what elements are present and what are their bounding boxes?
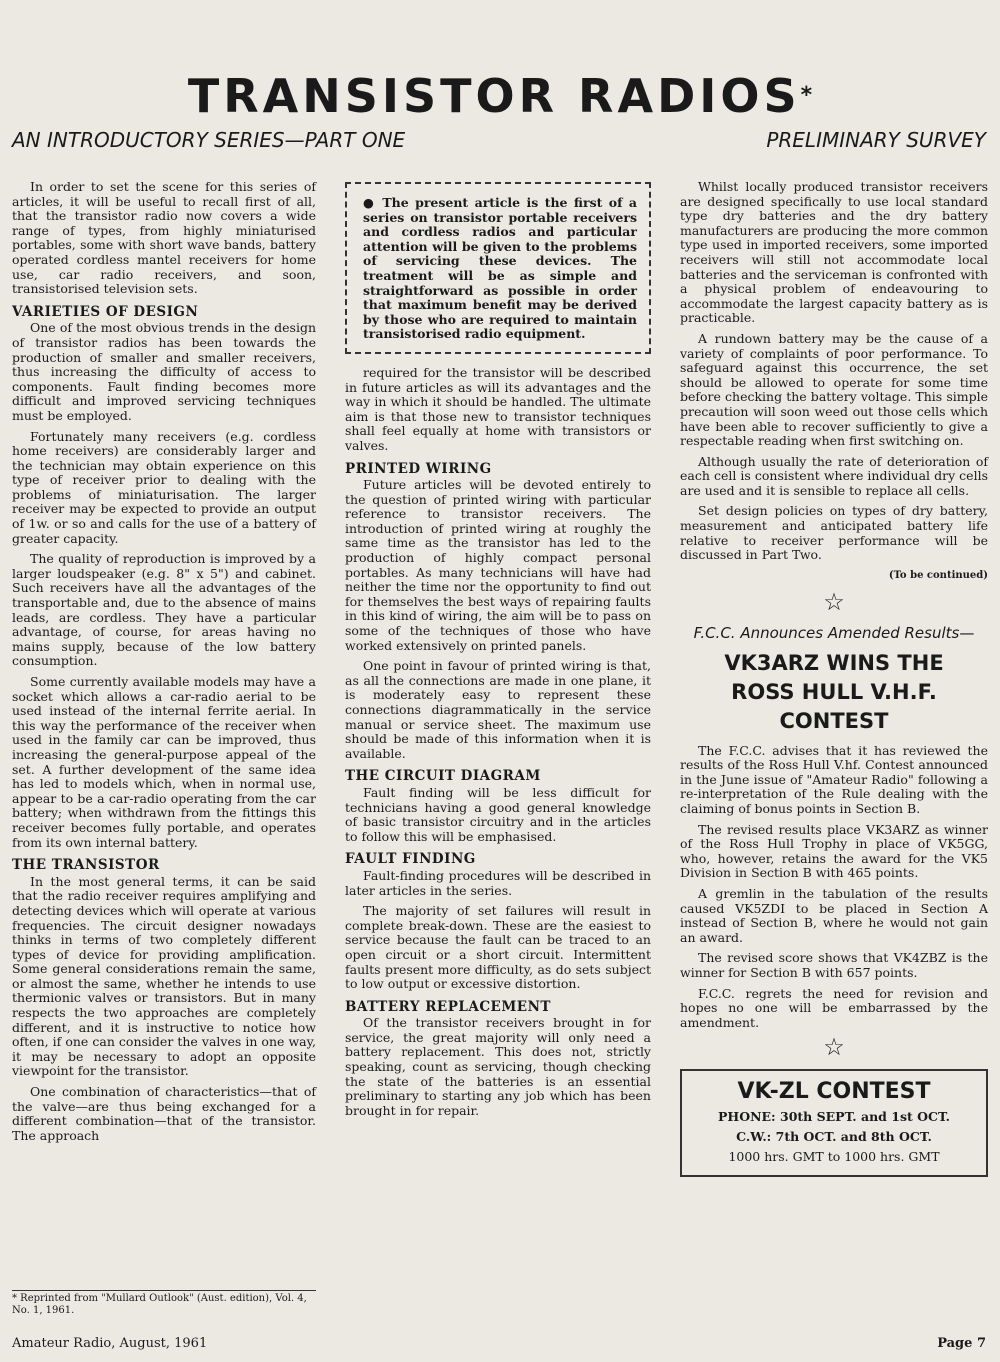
- section-subtitle: PRELIMINARY SURVEY: [766, 128, 986, 152]
- column-1: [12, 180, 316, 1149]
- paragraph: One point in favour of printed wiring is that, as all the connections are made in one plane, it is moderately easy to represent these connections diagrammatically in the service manual or service sheet. The maximum use should be made of this information when it is available.: [345, 658, 651, 761]
- column-2: [345, 180, 651, 1124]
- footnote: * Reprinted from "Mullard Outlook" (Aust. edition), Vol. 4, No. 1, 1961.: [12, 1290, 316, 1317]
- paragraph: Some currently available models may have a socket which allows a car-radio aerial to be used instead of the internal ferrite aerial. In this way the performance of the receiver when used in the family car can be improved, thus increasing the general-purpose appeal of the set. A further development of the same idea has led to models which, when in normal use, appear to be a car-radio operating from the car battery; when withdrawn from the fittings this receiver becomes fully portable, and operates from its own internal battery.: [12, 674, 316, 850]
- article-title: TRANSISTOR RADIOS*: [187, 69, 813, 123]
- paragraph: In the most general terms, it can be said that the radio receiver requires amplifying and detecting devices which will operate at various frequencies. The circuit designer nowadays thinks in terms of two completely different types of device for providing amplification. Some general considerations remain the same, or almost the same, whether he intends to use thermionic valves or transistors. But in many respects the two approaches are completely different, and it is instructive to notice how often, if one can consider the valves in one way, it may be necessary to adopt an opposite viewpoint for the transistor.: [12, 873, 316, 1079]
- section-heading: THE CIRCUIT DIAGRAM: [345, 768, 541, 785]
- paragraph: One combination of characteristics—that of the valve—are thus being exchanged for a different combination—that of the transistor. The approach: [12, 1084, 316, 1143]
- contest-phone-dates: PHONE: 30th SEPT. and 1st OCT.: [718, 1108, 950, 1124]
- paragraph: Of the transistor receivers brought in for service, the great majority will only need a battery replacement. This does not, strictly speaking, count as servicing, though checking the state of the batteries is an essential preliminary to starting any job which has been brought in for repair.: [345, 1015, 651, 1118]
- fcc-headline-line-2: ROSS HULL V.H.F. CONTEST: [731, 679, 937, 733]
- section-heading: BATTERY REPLACEMENT: [345, 998, 551, 1015]
- fcc-kicker: F.C.C. Announces Amended Results—: [693, 624, 975, 643]
- fcc-headline: [680, 649, 988, 736]
- intro-box: [345, 182, 651, 354]
- paragraph: Fortunately many receivers (e.g. cordless home receivers) are considerably larger and the technician may obtain experience on this type of receiver prior to dealing with the problems of miniaturisation. The larger receiver may be expected to provide an output of 1w. or so and calls for the use of a battery of greater capacity.: [12, 428, 316, 546]
- paragraph: The F.C.C. advises that it has reviewed the results of the Ross Hull V.hf. Contest announced in the June issue of "Amateur Radio" following a re-interpretation of the Rule dealing with the claiming of bonus points in Section B.: [680, 742, 988, 816]
- paragraph: Fault-finding procedures will be described in later articles in the series.: [345, 867, 651, 898]
- paragraph: The quality of reproduction is improved by a larger loudspeaker (e.g. 8" x 5") and cabinet. Such receivers have all the advantages of the transportable and, due to the absence of mains leads, are cordless. They have a particular advantage, of course, for areas having no mains supply, because of the low battery consumption.: [12, 551, 316, 669]
- series-subtitle: AN INTRODUCTORY SERIES—PART ONE: [12, 128, 406, 152]
- paragraph: The revised results place VK3ARZ as winner of the Ross Hull Trophy in place of VK5GG, who, however, retains the award for the VK5 Division in Section B with 465 points.: [680, 821, 988, 881]
- paragraph: The revised score shows that VK4ZBZ is the winner for Section B with 657 points.: [680, 950, 988, 980]
- fcc-headline-line-1: VK3ARZ WINS THE: [724, 650, 944, 675]
- continued-note: (To be continued): [888, 569, 988, 581]
- section-heading: THE TRANSISTOR: [12, 857, 160, 874]
- star-icon: ☆: [823, 1033, 845, 1062]
- paragraph: Although usually the rate of deterioration of each cell is consistent where individual dry cells are used and it is sensible to replace all cells.: [680, 453, 988, 498]
- page-number: Page 7: [937, 1336, 986, 1351]
- paragraph: A gremlin in the tabulation of the results caused VK5ZDI to be placed in Section A instead of Section B, where he would not gain an award.: [680, 885, 988, 945]
- column-3: [680, 180, 988, 1177]
- contest-title: VK-ZL CONTEST: [737, 1078, 931, 1104]
- box-text: ● The present article is the first of a series on transistor portable receivers and cordless radios and particular attention will be given to the problems of servicing these devices. The treatment will be as simple and straightforward as possible in order that maximum benefit may be derived by those who are required to maintain transistorised radio equipment.: [363, 195, 637, 342]
- paragraph: Set design policies on types of dry battery, measurement and anticipated battery life relative to receiver performance will be discussed in Part Two.: [680, 503, 988, 563]
- title-footnote-mark: *: [800, 83, 813, 108]
- section-heading: FAULT FINDING: [345, 851, 476, 868]
- paragraph: F.C.C. regrets the need for revision and hopes no one will be embarrassed by the amendment.: [680, 985, 988, 1030]
- star-icon: ☆: [823, 588, 845, 617]
- paragraph: Future articles will be devoted entirely to the question of printed wiring with particular reference to transistor receivers. The introduction of printed wiring at roughly the same time as the transistor has led to the production of highly compact personal portables. As many technicians will have had neither the time nor the opportunity to find out for themselves the best ways of repairing faults in this kind of wiring, the aim will be to pass on some of the techniques of those who have worked extensively on printed panels.: [345, 477, 651, 653]
- paragraph: One of the most obvious trends in the design of transistor radios has been towards the production of smaller and smaller receivers, thus increasing the difficulty of access to components. Fault finding becomes more difficult and improved servicing techniques must be employed.: [12, 320, 316, 423]
- paragraph: Fault finding will be less difficult for technicians having a good general knowledge of basic transistor circuitry and in the articles to follow this will be emphasised.: [345, 784, 651, 844]
- vk-zl-contest-box: [680, 1069, 988, 1177]
- contest-times: 1000 hrs. GMT to 1000 hrs. GMT: [728, 1148, 940, 1164]
- paragraph: A rundown battery may be the cause of a variety of complaints of poor performance. To safeguard against this occurrence, the set should be allowed to operate for some time before checking the battery voltage. This simple precaution will soon weed out those cells which have been able to recover sufficiently to give a respectable reading when first switching on.: [680, 330, 988, 449]
- paragraph: The majority of set failures will result in complete break-down. These are the easiest to service because the fault can be traced to an open circuit or a short circuit. Intermittent faults present more difficulty, as do sets subject to low output or excessive distortion.: [345, 903, 651, 992]
- footer-publication: Amateur Radio, August, 1961: [12, 1336, 208, 1351]
- contest-cw-dates: C.W.: 7th OCT. and 8th OCT.: [736, 1128, 932, 1144]
- section-heading: PRINTED WIRING: [345, 460, 492, 477]
- paragraph: Whilst locally produced transistor receivers are designed specifically to use local standard type dry batteries and the dry battery manufacturers are producing the more common type used in imported receivers, some imported receivers will still not accommodate local batteries and the serviceman is confronted with a physical problem of endeavouring to accommodate the largest capacity battery as is practicable.: [680, 179, 988, 326]
- paragraph: required for the transistor will be described in future articles as will its advantages and the way in which it should be handled. The ultimate aim is that those new to transistor techniques shall feel equally at home with transistors or valves.: [345, 364, 651, 453]
- section-heading: VARIETIES OF DESIGN: [12, 303, 199, 320]
- paragraph: In order to set the scene for this series of articles, it will be useful to recall first of all, that the transistor radio now covers a wide range of types, from highly miniaturised portables, some with short wave bands, battery operated cordless mantel receivers for home use, car radio receivers, and soon, transistorised television sets.: [12, 179, 316, 297]
